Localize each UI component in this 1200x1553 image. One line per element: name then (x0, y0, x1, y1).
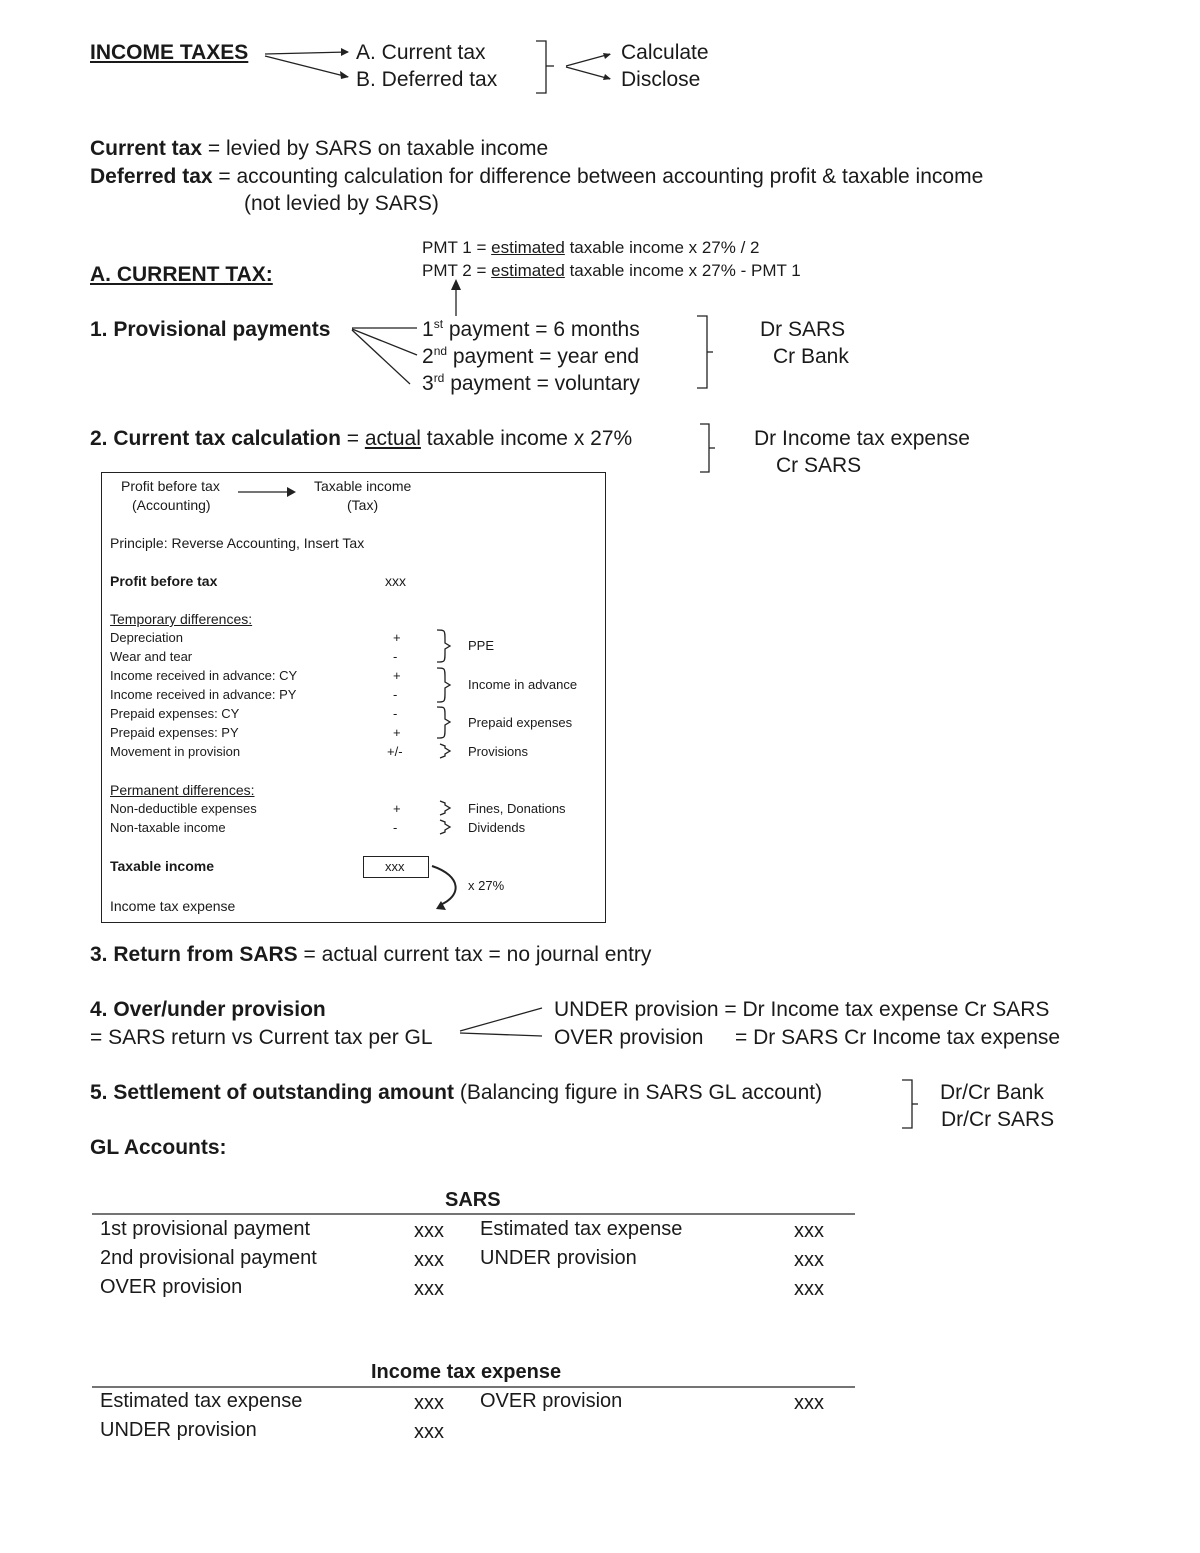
temp-group-provisions: Provisions (468, 744, 528, 759)
current-tax-def: = levied by SARS on taxable income (207, 137, 549, 160)
box-income-tax-expense: Income tax expense (110, 898, 236, 914)
gl-debit-amount: xxx (414, 1278, 444, 1300)
over-provision-label: OVER provision (554, 1026, 704, 1049)
over-under-heading: 4. Over/under provision (90, 998, 326, 1021)
gl-debit-amount: xxx (414, 1220, 444, 1242)
settlement-dr: Dr/Cr Bank (940, 1081, 1044, 1104)
gl-credit-amount: xxx (794, 1220, 824, 1242)
perm-row-sign: - (393, 820, 398, 835)
temp-group-prepaid: Prepaid expenses (468, 715, 573, 730)
gl-credit-label: Estimated tax expense (480, 1218, 683, 1240)
temp-row-sign: + (393, 630, 401, 645)
gl-credit-amount: xxx (794, 1278, 824, 1300)
temp-row-sign: + (393, 668, 401, 683)
temp-row-sign: + (393, 725, 401, 740)
gl-debit-amount: xxx (414, 1249, 444, 1271)
pmt1-formula: PMT 1 = estimated taxable income x 27% / 2 (422, 238, 760, 257)
provisional-heading: 1. Provisional payments (90, 318, 331, 341)
deferred-tax-note: (not levied by SARS) (244, 192, 439, 215)
box-perm-heading: Permanent differences: (110, 782, 255, 798)
current-tax-heading: A. CURRENT TAX: (90, 263, 273, 286)
perm-row-label: Non-deductible expenses (110, 801, 257, 816)
temp-row-sign: +/- (387, 744, 403, 759)
box-profit-before-tax: Profit before tax (110, 573, 218, 589)
over-provision-rule: = Dr SARS Cr Income tax expense (735, 1026, 1061, 1049)
pmt2-formula: PMT 2 = estimated taxable income x 27% - PMT 1 (422, 261, 801, 280)
gl-credit-amount: xxx (794, 1249, 824, 1271)
calculation-dr: Dr Income tax expense (754, 427, 970, 450)
perm-row-sign: + (393, 801, 401, 816)
box-pbt-value: xxx (385, 573, 406, 589)
settlement-line: 5. Settlement of outstanding amount (Balancing figure in SARS GL account) (90, 1081, 823, 1104)
branch-deferred-tax: B. Deferred tax (356, 68, 498, 91)
temp-row-sign: - (393, 687, 398, 702)
box-ti-label: Taxable income (314, 478, 412, 494)
temp-row-label: Depreciation (110, 630, 183, 645)
settlement-cr: Dr/Cr SARS (941, 1108, 1055, 1131)
under-provision-rule: UNDER provision = Dr Income tax expense Cr SARS (554, 998, 1050, 1021)
current-tax-definition (90, 136, 548, 162)
perm-row-label: Non-taxable income (110, 820, 226, 835)
temp-row-sign: - (393, 649, 398, 664)
box-taxable-income: Taxable income (110, 858, 215, 874)
gl-credit-label: UNDER provision (480, 1247, 637, 1269)
gl-account-title: Income tax expense (371, 1361, 562, 1383)
temp-row-label: Wear and tear (110, 649, 193, 664)
box-temp-heading: Temporary differences: (110, 611, 253, 627)
box-ti-value: xxx (385, 859, 405, 874)
box-rate: x 27% (468, 878, 505, 893)
temp-row-label: Movement in provision (110, 744, 241, 759)
gl-debit-label: Estimated tax expense (100, 1390, 303, 1412)
perm-row-note: Fines, Donations (468, 801, 566, 816)
provisional-cr: Cr Bank (773, 345, 849, 368)
current-tax-term: Current tax (90, 137, 203, 160)
disclose-label: Disclose (621, 68, 701, 91)
temp-row-label: Prepaid expenses: PY (110, 725, 239, 740)
box-pbt-sub: (Accounting) (132, 497, 211, 513)
deferred-tax-def: = accounting calculation for difference between accounting profit & taxable income (218, 165, 984, 188)
gl-credit-amount: xxx (794, 1392, 824, 1414)
branch-current-tax: A. Current tax (356, 41, 486, 64)
calculate-label: Calculate (621, 41, 709, 64)
gl-account-title: SARS (445, 1189, 501, 1211)
second-payment: 2nd payment = year end (422, 344, 640, 368)
box-ti-sub: (Tax) (347, 497, 379, 513)
deferred-tax-definition (90, 164, 983, 190)
return-line: 3. Return from SARS = actual current tax = no journal entry (90, 943, 652, 966)
gl-heading: GL Accounts: (90, 1136, 227, 1159)
temp-row-label: Income received in advance: CY (110, 668, 298, 683)
box-pbt-label: Profit before tax (121, 478, 220, 494)
over-under-sub: = SARS return vs Current tax per GL (90, 1026, 433, 1049)
gl-debit-label: UNDER provision (100, 1419, 257, 1441)
gl-debit-label: OVER provision (100, 1276, 243, 1298)
gl-debit-label: 1st provisional payment (100, 1218, 311, 1240)
temp-row-label: Prepaid expenses: CY (110, 706, 240, 721)
first-payment: 1st payment = 6 months (422, 317, 640, 341)
document-title: INCOME TAXES (90, 41, 249, 64)
box-principle: Principle: Reverse Accounting, Insert Tax (110, 535, 365, 551)
temp-group-income-advance: Income in advance (468, 677, 578, 692)
temp-group-ppe: PPE (468, 638, 495, 653)
deferred-tax-term: Deferred tax (90, 165, 213, 188)
temp-row-label: Income received in advance: PY (110, 687, 297, 702)
temp-row-sign: - (393, 706, 398, 721)
gl-debit-amount: xxx (414, 1392, 444, 1414)
calculation-cr: Cr SARS (776, 454, 862, 477)
third-payment: 3rd payment = voluntary (422, 371, 640, 395)
gl-debit-label: 2nd provisional payment (100, 1247, 317, 1269)
provisional-dr: Dr SARS (760, 318, 846, 341)
perm-row-note: Dividends (468, 820, 526, 835)
gl-credit-label: OVER provision (480, 1390, 623, 1412)
calculation-line: 2. Current tax calculation = actual taxable income x 27% (90, 427, 633, 450)
gl-debit-amount: xxx (414, 1421, 444, 1443)
